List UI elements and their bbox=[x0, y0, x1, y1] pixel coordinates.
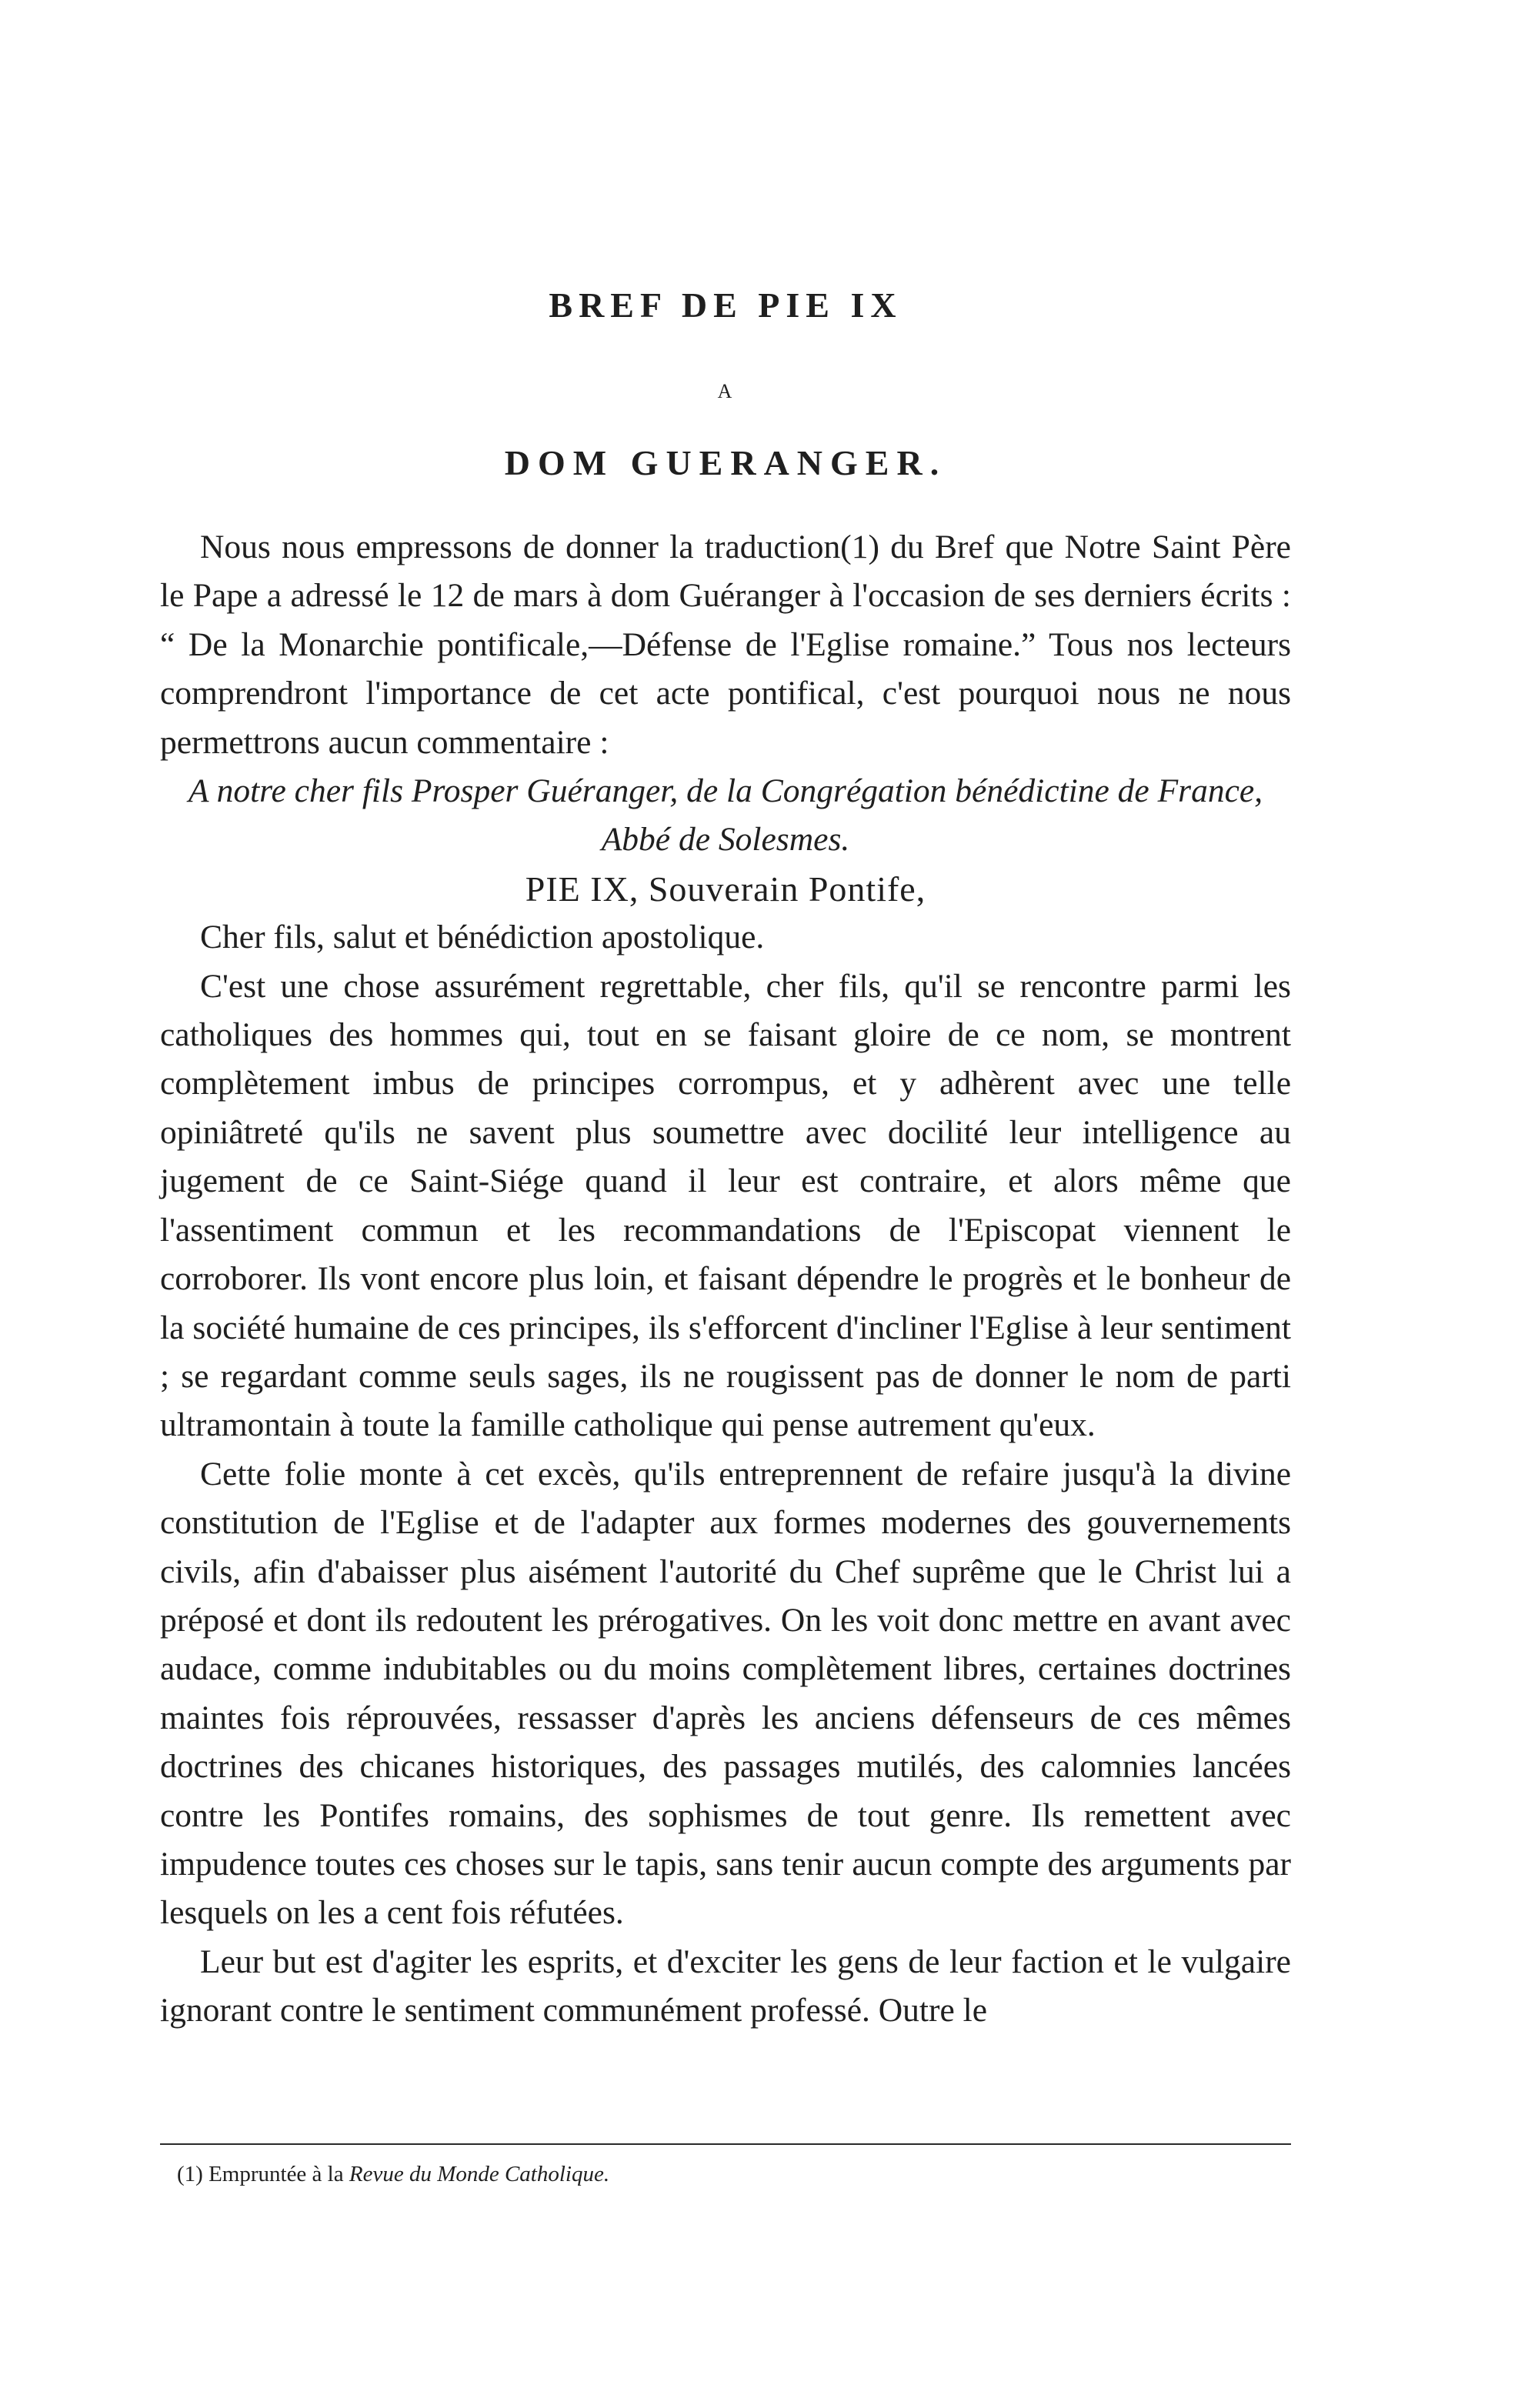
footnote-text: Empruntée à la bbox=[209, 2162, 344, 2186]
footnote bbox=[177, 2159, 609, 2190]
body-paragraph-1: C'est une chose assurément regrettable, cher fils, qu'il se rencontre parmi les catholiques des hommes qui, tout en se faisant gloire de ce nom, se montrent complètement imbus de principes corrompus, et y adhèrent avec une telle opiniâtreté qu'ils ne savent plus soumettre avec docilité leur intelligence au jugement de ce Saint-Siége quand il leur est contraire, et alors même que l'assentiment commun et les recommandations de l'Episcopat viennent le corroborer. Ils vont encore plus loin, et faisant dépendre le progrès et le bonheur de la société humaine de ces principes, ils s'efforcent d'incliner l'Eglise à leur sentiment ; se regardant comme seuls sages, ils ne rougissent pas de donner le nom de parti ultramontain à toute la famille catholique qui pense autrement qu'eux. bbox=[160, 967, 1291, 1444]
body-paragraph-2: Cette folie monte à cet excès, qu'ils entreprennent de refaire jusqu'à la divine constitution de l'Eglise et de l'adapter aux formes modernes des gouvernements civils, afin d'abaisser plus aisément l'autorité du Chef suprême que le Christ lui a préposé et dont ils redoutent les prérogatives. On les voit donc mettre en avant avec audace, comme indubitables ou du moins complètement libres, certaines doctrines maintes fois réprouvées, ressasser d'après les anciens défenseurs de ces mêmes doctrines des chicanes historiques, des passages mutilés, des calomnies lancées contre les Pontifes romains, des sophismes de tout genre. Ils remettent avec impudence toutes ces choses sur le tapis, sans tenir aucun compte des arguments par lesquels on les a cent fois réfutées. bbox=[160, 1455, 1291, 1932]
title-line-3: DOM GUERANGER. bbox=[504, 443, 947, 482]
footnote-marker: (1) bbox=[177, 2162, 203, 2186]
document-page bbox=[160, 0, 1291, 2408]
intro-paragraph: Nous nous empressons de donner la traduction(1) du Bref que Notre Saint Père le Pape a adressé le 12 de mars à dom Guéranger à l'occasion de ses derniers écrits : “ De la Monarchie pontificale,—Défense de l'Eglise romaine.” Tous nos lecteurs comprendront l'importance de cet acte pontifical, c'est pourquoi nous ne nous permettrons aucun commentaire : bbox=[160, 529, 1291, 761]
footnote-source: Revue du Monde Catholique. bbox=[349, 2162, 610, 2186]
footnote-divider bbox=[160, 2143, 1291, 2145]
title-line-1: BREF DE PIE IX bbox=[549, 285, 902, 325]
title-line-2: A bbox=[717, 380, 734, 402]
body-text bbox=[160, 523, 1291, 2036]
salutation-paragraph: Cher fils, salut et bénédiction apostolique. bbox=[200, 919, 765, 956]
brief-heading: PIE IX, Souverain Pontife, bbox=[525, 869, 926, 909]
addressee-line: A notre cher fils Prosper Guéranger, de la Congrégation bénédictine de France, Abbé de Solesmes. bbox=[188, 772, 1263, 859]
body-paragraph-3: Leur but est d'agiter les esprits, et d'exciter les gens de leur faction et le vulgaire ignorant contre le sentiment communément professé. Outre le bbox=[160, 1943, 1291, 2029]
